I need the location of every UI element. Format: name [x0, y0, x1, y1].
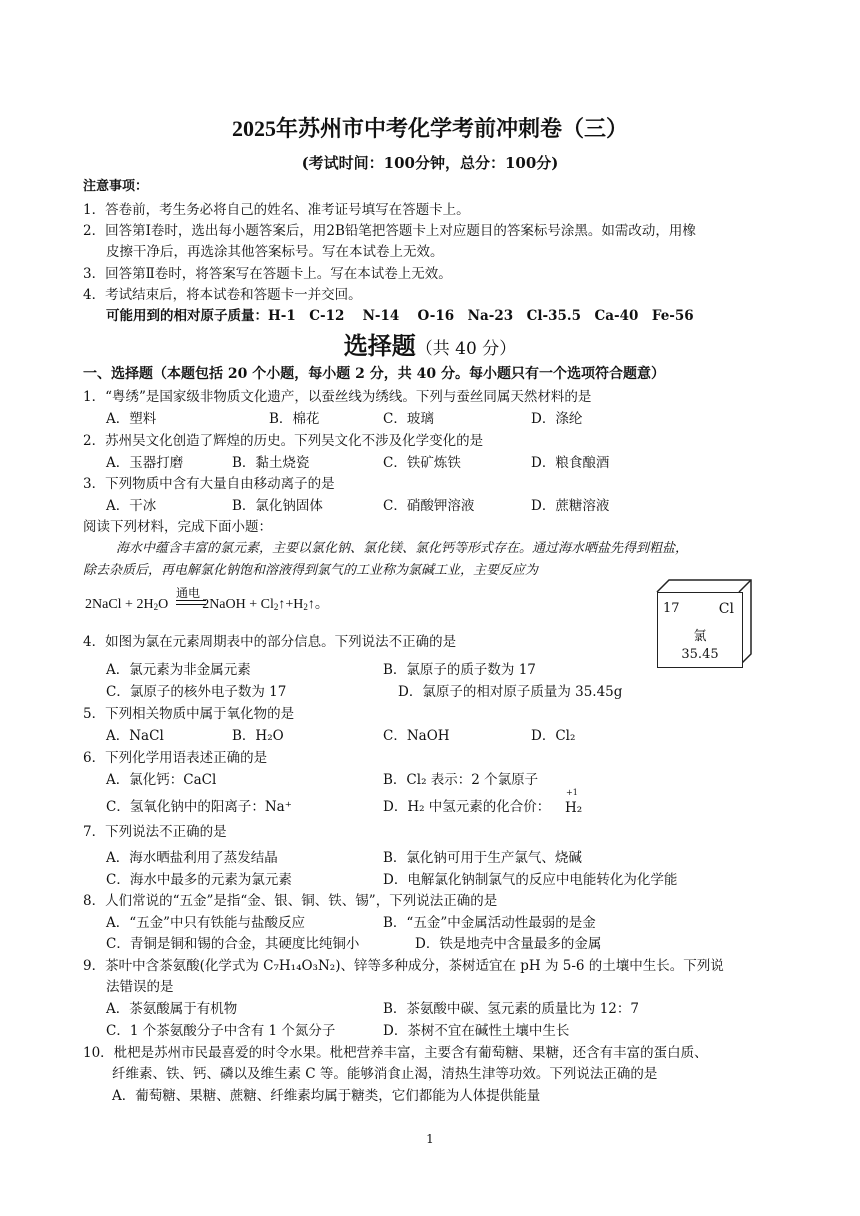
q2-option-b: B．黏土烧瓷	[232, 455, 310, 471]
q6-option-b: B．Cl₂ 表示：2 个氯原子	[383, 772, 539, 788]
q8-option-b: B．“五金”中金属活动性最弱的是金	[383, 915, 596, 931]
element-mass: 35.45	[681, 647, 719, 662]
section-title	[0, 326, 860, 361]
q8-option-d: D．铁是地壳中含量最多的金属	[415, 936, 602, 952]
equation: 2NaCl + $2H_2O$ 2NaOH + $Cl_2↑+H_2↑$。	[85, 597, 329, 612]
equation-end: ↑。	[307, 597, 329, 612]
q1-option-b: B．棉花	[269, 411, 320, 427]
q4-option-c: C．氯原子的核外电子数为 17	[106, 684, 287, 700]
q1-stem: 1．“粤绣”是国家级非物质文化遗产，以蚕丝线为绣线。下列与蚕丝同属天然材料的是	[83, 389, 592, 405]
q4-option-a: A．氯元素为非金属元素	[106, 662, 251, 678]
equation-left: 2NaCl + 2H	[85, 597, 154, 612]
element-name: 氯	[693, 629, 707, 644]
q8-option-a: A．“五金”中只有铁能与盐酸反应	[106, 915, 306, 931]
q3-option-d: D．蔗糖溶液	[531, 498, 610, 514]
q3-option-b: B．氯化钠固体	[232, 498, 323, 514]
q5-option-d: D．Cl₂	[531, 728, 576, 744]
q2-option-d: D．粮食酿酒	[531, 455, 610, 471]
q10-option-a: A．葡萄糖、果糖、蔗糖、纤维素均属于糖类，它们都能为人体提供能量	[112, 1088, 541, 1104]
page-number: 1	[426, 1132, 434, 1146]
q5-option-a: A．NaCl	[106, 728, 164, 744]
q7-stem: 7．下列说法不正确的是	[83, 824, 227, 840]
q4-option-d: D．氯原子的相对原子质量为 35.45g	[398, 684, 623, 700]
notice-item-3: 3．回答第Ⅱ卷时，将答案写在答题卡上。写在本试卷上无效。	[83, 266, 452, 282]
q8-option-c: C．青铜是铜和锡的合金，其硬度比纯铜小	[106, 936, 360, 952]
q9-stem-line-1: 9．茶叶中含茶氨酸(化学式为 C₇H₁₄O₃N₂)、锌等多种成分，茶树适宜在 pH 为 5-6 的土壤中生长。下列说	[83, 958, 724, 974]
section-name: 选择题	[343, 332, 416, 360]
q3-stem: 3．下列物质中含有大量自由移动离子的是	[83, 476, 335, 492]
notice-item-1: 1．答卷前，考生务必将自己的姓名、准考证号填写在答题卡上。	[83, 202, 470, 218]
q3-option-c: C．硝酸钾溶液	[383, 498, 475, 514]
q7-option-b: B．氯化钠可用于生产氯气、烧碱	[383, 850, 582, 866]
q6-d-formula: H₂	[565, 800, 583, 816]
q10-stem-line-1: 10．枇杷是苏州市民最喜爱的时令水果。枇杷营养丰富，主要含有葡萄糖、果糖，还含有丰富的蛋白质、	[83, 1045, 708, 1061]
q4-option-b: B．氯原子的质子数为 17	[383, 662, 536, 678]
equation-condition: 通电	[176, 586, 201, 600]
q8-stem: 8．人们常说的“五金”是指“金、银、铜、铁、锡”，下列说法正确的是	[83, 893, 498, 909]
notice-item-2: 2．回答第Ⅰ卷时，选出每小题答案后，用2B铅笔把答题卡上对应题目的答案标号涂黑。如需改动，用橡	[83, 223, 696, 239]
reading-para-2: 除去杂质后，再电解氯化钠饱和溶液得到氯气的工业称为氯碱工业，主要反应为	[83, 563, 539, 578]
q9-option-c: C．1 个茶氨酸分子中含有 1 个氮分子	[106, 1023, 336, 1039]
q1-option-d: D．涤纶	[531, 411, 583, 427]
q6-option-a: A．氯化钙：CaCl	[106, 772, 217, 788]
q5-option-b: B．H₂O	[232, 728, 284, 744]
q2-option-a: A．玉器打磨	[106, 455, 184, 471]
q9-option-a: A．茶氨酸属于有机物	[106, 1001, 238, 1017]
element-symbol: Cl	[718, 601, 734, 617]
q10-stem-line-2: 纤维素、铁、钙、磷以及维生素 C 等。能够消食止渴，清热生津等功效。下列说法正确的是	[112, 1066, 658, 1082]
equation-tail: ↑+H	[278, 597, 304, 612]
section-score: （共 40 分）	[415, 339, 517, 359]
reading-intro: 阅读下列材料，完成下面小题：	[83, 519, 272, 535]
q6-d-charge: +1	[566, 788, 578, 797]
q5-stem: 5．下列相关物质中属于氧化物的是	[83, 706, 295, 722]
atomic-masses: 可能用到的相对原子质量：H-1 C-12 N-14 O-16 Na-23 Cl-35.5 Ca-40 Fe-56	[106, 308, 694, 324]
element-card-chlorine	[657, 592, 743, 668]
q1-option-a: A．塑料	[106, 411, 157, 427]
q7-option-c: C．海水中最多的元素为氯元素	[106, 872, 292, 888]
q6-option-d: D．H₂ 中氢元素的化合价：	[383, 799, 551, 815]
q9-option-d: D．茶树不宜在碱性土壤中生长	[383, 1023, 570, 1039]
q1-option-c: C．玻璃	[383, 411, 434, 427]
q5-option-c: C．NaOH	[383, 728, 450, 744]
exam-title: 2025年苏州市中考化学考前冲刺卷（三）	[231, 116, 628, 141]
q9-stem-line-2: 法错误的是	[106, 979, 174, 995]
q9-option-b: B．茶氨酸中碳、氢元素的质量比为 12：7	[383, 1001, 639, 1017]
part-heading: 一、选择题（本题包括 20 个小题，每小题 2 分，共 40 分。每小题只有一个选项符合题意）	[83, 366, 665, 382]
q6-stem: 6．下列化学用语表述正确的是	[83, 750, 268, 766]
equation-right: 2NaOH + Cl	[202, 597, 274, 612]
q3-option-a: A．干冰	[106, 498, 157, 514]
q7-option-a: A．海水晒盐利用了蒸发结晶	[106, 850, 278, 866]
equation-mid: O	[158, 597, 169, 612]
element-atomic-number: 17	[663, 601, 680, 616]
exam-subtitle: (考试时间：100分钟，总分：100分)	[301, 154, 559, 172]
q6-option-c: C．氢氧化钠中的阳离子：Na⁺	[106, 799, 292, 815]
q7-option-d: D．电解氯化钠制氯气的反应中电能转化为化学能	[383, 872, 678, 888]
notice-heading: 注意事项：	[83, 179, 149, 194]
notice-item-2-cont: 皮擦干净后，再选涂其他答案标号。写在本试卷上无效。	[106, 244, 444, 260]
notice-item-4: 4．考试结束后，将本试卷和答题卡一并交回。	[83, 287, 362, 303]
q2-option-c: C．铁矿炼铁	[383, 455, 461, 471]
q2-stem: 2．苏州吴文化创造了辉煌的历史。下列吴文化不涉及化学变化的是	[83, 433, 484, 449]
reading-para-1: 海水中蕴含丰富的氯元素，主要以氯化钠、氯化镁、氯化钙等形式存在。通过海水晒盐先得到粗盐，	[116, 541, 689, 556]
q4-stem: 4．如图为氯在元素周期表中的部分信息。下列说法不正确的是	[83, 634, 457, 650]
